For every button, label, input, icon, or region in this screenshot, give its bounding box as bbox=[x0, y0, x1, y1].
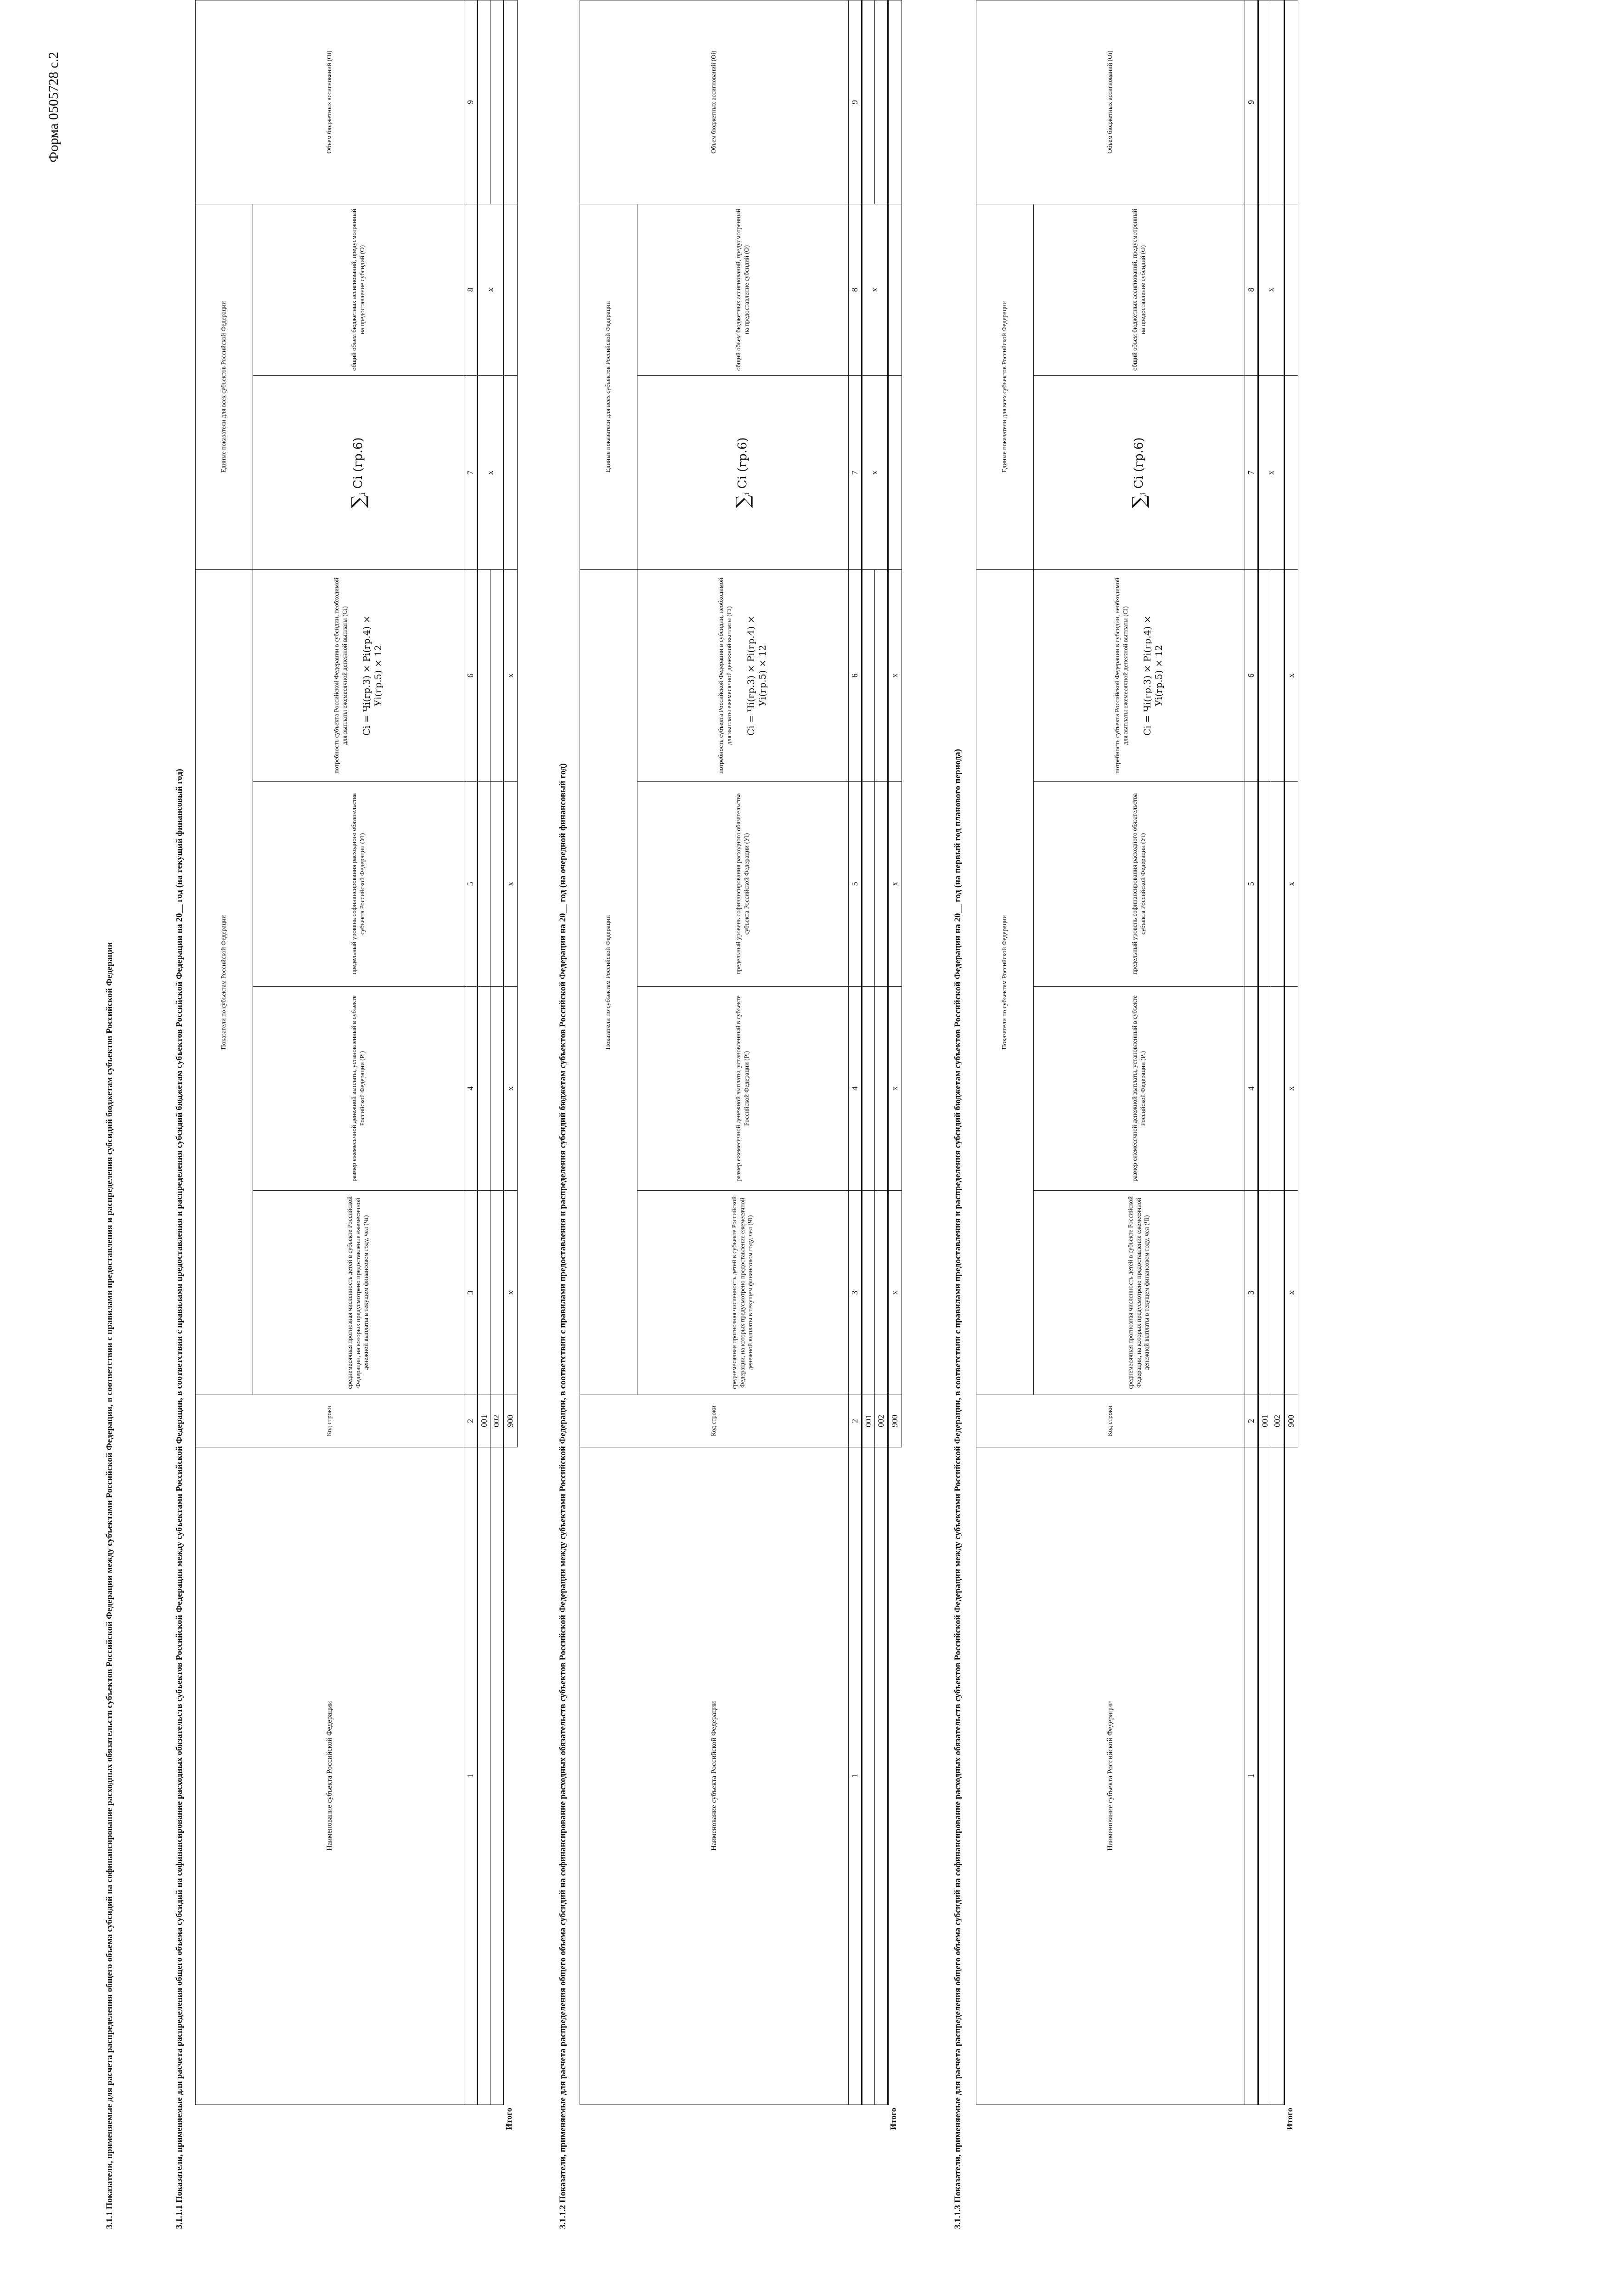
colnum: 1 bbox=[1245, 1447, 1258, 2105]
colnum: 4 bbox=[464, 986, 478, 1191]
sum-formula-text: Ci (гр.6) bbox=[735, 437, 750, 489]
header-subject-indicators: Показатели по субъектам Российской Федерации bbox=[580, 570, 637, 1395]
data-cell[interactable] bbox=[862, 782, 875, 987]
header-unified-indicators: Единые показатели для всех субъектов Российской Федерации bbox=[976, 204, 1034, 570]
total-budget-cell[interactable] bbox=[888, 204, 902, 376]
data-cell[interactable] bbox=[490, 570, 504, 782]
colnum: 2 bbox=[849, 1395, 862, 1447]
data-cell[interactable] bbox=[490, 0, 504, 204]
header-subsidy-need bbox=[637, 570, 849, 782]
column-numbers-row bbox=[464, 0, 478, 2105]
sigma-icon: ∑ bbox=[1128, 495, 1150, 508]
total-label: Итого bbox=[504, 2108, 513, 2130]
header-subject-name: Наименование субъекта Российской Федерации bbox=[580, 1447, 849, 2105]
total-volume-cell[interactable] bbox=[888, 0, 902, 204]
total-row bbox=[1284, 0, 1298, 2105]
data-cell[interactable] bbox=[875, 986, 888, 1191]
sum-formula-text: Ci (гр.6) bbox=[1132, 437, 1146, 489]
colnum: 6 bbox=[1245, 570, 1258, 782]
header-unified-indicators: Единые показатели для всех субъектов Российской Федерации bbox=[196, 204, 253, 570]
total-blank bbox=[888, 1447, 902, 2105]
indicators-table bbox=[976, 0, 1298, 2105]
indicators-table bbox=[580, 0, 902, 2105]
header-children-count: среднемесячная прогнозная численность детей в субъекте Российской Федерации, на которых предусмотрено предоставление ежемесячной денежной выплаты в текущем финансовом году, чел (Чi) bbox=[253, 1191, 464, 1395]
cross-cell: x bbox=[888, 986, 902, 1191]
data-cell[interactable] bbox=[1258, 570, 1271, 782]
header-cofinancing-level: предельный уровень софинансирования расходного обязательства субъекта Российской Федерации (Уi) bbox=[1034, 782, 1245, 987]
colnum: 8 bbox=[1245, 204, 1258, 376]
data-cell[interactable] bbox=[875, 570, 888, 782]
header-sum-formula: $\sum_i$ Ci (гр.6) bbox=[1034, 376, 1245, 570]
colnum: 5 bbox=[1245, 782, 1258, 987]
colnum: 9 bbox=[464, 0, 478, 204]
total-budget-cell[interactable] bbox=[1284, 204, 1298, 376]
data-cell[interactable] bbox=[875, 1191, 888, 1395]
data-cell[interactable] bbox=[1271, 0, 1285, 204]
header-subject-name: Наименование субъекта Российской Федерации bbox=[976, 1447, 1245, 2105]
section-heading: 3.1.1.2 Показатели, применяемые для расчета распределения общего объема субсидий на софинансирование расходных обязательств субъектов Российской Федерации между субъектами Российской Федерации, в соответствии с правилами предоставления и распределения субсидий бюджетам субъектов Российской Федерации на 20__ год (на очередной финансовый год) bbox=[558, 763, 568, 2229]
total-code: 900 bbox=[503, 1395, 517, 1447]
subsidy-formula-line2: Уi(гр.5) × 12 bbox=[1153, 645, 1164, 707]
cross-cell: x bbox=[862, 376, 888, 570]
subject-name-cell[interactable] bbox=[477, 1447, 490, 2105]
subsidy-formula-line1: Ci = Чi(гр.3) × Pi(гр.4) × bbox=[361, 615, 372, 736]
total-label: Итого bbox=[1285, 2108, 1294, 2130]
total-volume-cell[interactable] bbox=[1284, 0, 1298, 204]
data-cell[interactable] bbox=[1271, 986, 1285, 1191]
colnum: 4 bbox=[849, 986, 862, 1191]
subsidy-formula-line1: Ci = Чi(гр.3) × Pi(гр.4) × bbox=[745, 615, 756, 736]
cross-cell: x bbox=[1258, 204, 1284, 376]
colnum: 6 bbox=[849, 570, 862, 782]
colnum: 1 bbox=[849, 1447, 862, 2105]
form-number: Форма 0505728 с.2 bbox=[46, 51, 61, 163]
colnum: 3 bbox=[849, 1191, 862, 1395]
column-numbers-row bbox=[1245, 0, 1258, 2105]
header-subject-indicators: Показатели по субъектам Российской Федерации bbox=[196, 570, 253, 1395]
colnum: 7 bbox=[1245, 376, 1258, 570]
table-row bbox=[477, 0, 490, 2105]
data-cell[interactable] bbox=[1271, 570, 1285, 782]
data-cell[interactable] bbox=[477, 986, 490, 1191]
header-sum-formula: $\sum_i$ Ci (гр.6) bbox=[253, 376, 464, 570]
subject-name-cell[interactable] bbox=[1258, 1447, 1271, 2105]
subject-name-cell[interactable] bbox=[1271, 1447, 1285, 2105]
indicators-table bbox=[195, 0, 518, 2105]
cross-cell: x bbox=[862, 204, 888, 376]
subsidy-formula-line2: Уi(гр.5) × 12 bbox=[757, 645, 768, 707]
header-total-budget: общий объем бюджетных ассигнований, предусмотренный на предоставление субсидий (O) bbox=[637, 204, 849, 376]
data-cell[interactable] bbox=[477, 0, 490, 204]
data-cell[interactable] bbox=[490, 986, 504, 1191]
colnum: 8 bbox=[464, 204, 478, 376]
colnum: 4 bbox=[1245, 986, 1258, 1191]
total-sum-cell[interactable] bbox=[888, 376, 902, 570]
header-cofinancing-level: предельный уровень софинансирования расходного обязательства субъекта Российской Федерации (Уi) bbox=[253, 782, 464, 987]
subject-name-cell[interactable] bbox=[490, 1447, 504, 2105]
subsidy-formula-line1: Ci = Чi(гр.3) × Pi(гр.4) × bbox=[1142, 615, 1153, 736]
data-cell[interactable] bbox=[1258, 782, 1271, 987]
total-label: Итого bbox=[889, 2108, 898, 2130]
row-code-cell: 001 bbox=[1258, 1395, 1271, 1447]
colnum: 5 bbox=[464, 782, 478, 987]
cross-cell: x bbox=[503, 1191, 517, 1395]
cross-cell: x bbox=[888, 570, 902, 782]
sum-formula-text: Ci (гр.6) bbox=[351, 437, 365, 489]
data-cell[interactable] bbox=[477, 570, 490, 782]
header-budget-volume: Объем бюджетных ассигнований (Oi) bbox=[976, 0, 1245, 204]
total-code: 900 bbox=[888, 1395, 902, 1447]
header-row-code: Код строки bbox=[580, 1395, 849, 1447]
cross-cell: x bbox=[888, 1191, 902, 1395]
data-cell[interactable] bbox=[862, 1191, 875, 1395]
data-cell[interactable] bbox=[862, 0, 875, 204]
cross-cell: x bbox=[1284, 570, 1298, 782]
header-subject-name: Наименование субъекта Российской Федерации bbox=[196, 1447, 464, 2105]
header-budget-volume: Объем бюджетных ассигнований (Oi) bbox=[580, 0, 849, 204]
header-row-code: Код строки bbox=[196, 1395, 464, 1447]
cross-cell: x bbox=[1284, 986, 1298, 1191]
main-heading: 3.1.1 Показатели, применяемые для расчета распределения общего объема субсидий на софинансирование расходных обязательств субъектов Российской Федерации между субъектами Российской Федерации, в соответствии с правилами предоставления и распределения субсидий бюджетам субъектов Российской Федерации bbox=[105, 942, 114, 2229]
row-code-cell: 001 bbox=[477, 1395, 490, 1447]
table-row bbox=[862, 0, 875, 2105]
header-subject-indicators: Показатели по субъектам Российской Федерации bbox=[976, 570, 1034, 1395]
colnum: 9 bbox=[1245, 0, 1258, 204]
colnum: 2 bbox=[464, 1395, 478, 1447]
header-cofinancing-level: предельный уровень софинансирования расходного обязательства субъекта Российской Федерации (Уi) bbox=[637, 782, 849, 987]
cross-cell: x bbox=[888, 782, 902, 987]
data-cell[interactable] bbox=[875, 0, 888, 204]
cross-cell: x bbox=[503, 986, 517, 1191]
section-heading: 3.1.1.1 Показатели, применяемые для расчета распределения общего объема субсидий на софинансирование расходных обязательств субъектов Российской Федерации между субъектами Российской Федерации, в соответствии с правилами предоставления и распределения субсидий бюджетам субъектов Российской Федерации на 20__ год (на текущий финансовый год) bbox=[175, 769, 184, 2229]
cross-cell: x bbox=[1284, 782, 1298, 987]
header-payment-size: размер ежемесячной денежной выплаты, установленный в субъекте Российской Федерации (Pi) bbox=[253, 986, 464, 1191]
header-payment-size: размер ежемесячной денежной выплаты, установленный в субъекте Российской Федерации (Pi) bbox=[1034, 986, 1245, 1191]
cross-cell: x bbox=[503, 782, 517, 987]
data-cell[interactable] bbox=[490, 1191, 504, 1395]
cross-cell: x bbox=[477, 376, 503, 570]
data-cell[interactable] bbox=[477, 1191, 490, 1395]
column-numbers-row bbox=[849, 0, 862, 2105]
data-cell[interactable] bbox=[1258, 0, 1271, 204]
total-sum-cell[interactable] bbox=[503, 376, 517, 570]
colnum: 7 bbox=[464, 376, 478, 570]
subject-name-cell[interactable] bbox=[875, 1447, 888, 2105]
subsidy-formula-line2: Уi(гр.5) × 12 bbox=[372, 645, 383, 707]
header-payment-size: размер ежемесячной денежной выплаты, установленный в субъекте Российской Федерации (Pi) bbox=[637, 986, 849, 1191]
colnum: 5 bbox=[849, 782, 862, 987]
table-row bbox=[1258, 0, 1271, 2105]
row-code-cell: 002 bbox=[1271, 1395, 1285, 1447]
colnum: 9 bbox=[849, 0, 862, 204]
header-subsidy-need bbox=[1034, 570, 1245, 782]
total-sum-cell[interactable] bbox=[1284, 376, 1298, 570]
header-budget-volume: Объем бюджетных ассигнований (Oi) bbox=[196, 0, 464, 204]
data-cell[interactable] bbox=[862, 570, 875, 782]
colnum: 1 bbox=[464, 1447, 478, 2105]
subsidy-need-label: потребность субъекта Российской Федерации в субсидии, необходимой для выплаты ежемесячной денежной выплаты (Ci) bbox=[333, 577, 349, 774]
data-cell[interactable] bbox=[490, 782, 504, 987]
header-children-count: среднемесячная прогнозная численность детей в субъекте Российской Федерации, на которых предусмотрено предоставление ежемесячной денежной выплаты в текущем финансовом году, чел (Чi) bbox=[1034, 1191, 1245, 1395]
section-heading: 3.1.1.3 Показатели, применяемые для расчета распределения общего объема субсидий на софинансирование расходных обязательств субъектов Российской Федерации между субъектами Российской Федерации, в соответствии с правилами предоставления и распределения субсидий бюджетам субъектов Российской Федерации на 20__ год (на первый год планового периода) bbox=[953, 749, 963, 2229]
colnum: 6 bbox=[464, 570, 478, 782]
header-unified-indicators: Единые показатели для всех субъектов Российской Федерации bbox=[580, 204, 637, 570]
row-code-cell: 001 bbox=[862, 1395, 875, 1447]
subject-name-cell[interactable] bbox=[862, 1447, 875, 2105]
cross-cell: x bbox=[1258, 376, 1284, 570]
header-total-budget: общий объем бюджетных ассигнований, предусмотренный на предоставление субсидий (O) bbox=[253, 204, 464, 376]
data-cell[interactable] bbox=[477, 782, 490, 987]
sigma-icon: ∑ bbox=[732, 495, 754, 508]
cross-cell: x bbox=[503, 570, 517, 782]
total-code: 900 bbox=[1284, 1395, 1298, 1447]
data-cell[interactable] bbox=[875, 782, 888, 987]
header-children-count: среднемесячная прогнозная численность детей в субъекте Российской Федерации, на которых предусмотрено предоставление ежемесячной денежной выплаты в текущем финансовом году, чел (Чi) bbox=[637, 1191, 849, 1395]
data-cell[interactable] bbox=[1258, 986, 1271, 1191]
colnum: 8 bbox=[849, 204, 862, 376]
subsidy-need-label: потребность субъекта Российской Федерации в субсидии, необходимой для выплаты ежемесячной денежной выплаты (Ci) bbox=[718, 577, 733, 774]
subsidy-need-label: потребность субъекта Российской Федерации в субсидии, необходимой для выплаты ежемесячной денежной выплаты (Ci) bbox=[1114, 577, 1129, 774]
cross-cell: x bbox=[477, 204, 503, 376]
total-volume-cell[interactable] bbox=[503, 0, 517, 204]
colnum: 3 bbox=[464, 1191, 478, 1395]
header-subsidy-need bbox=[253, 570, 464, 782]
row-code-cell: 002 bbox=[490, 1395, 504, 1447]
cross-cell: x bbox=[1284, 1191, 1298, 1395]
header-row-code: Код строки bbox=[976, 1395, 1245, 1447]
total-blank bbox=[1284, 1447, 1298, 2105]
colnum: 7 bbox=[849, 376, 862, 570]
data-cell[interactable] bbox=[1271, 1191, 1285, 1395]
data-cell[interactable] bbox=[862, 986, 875, 1191]
total-budget-cell[interactable] bbox=[503, 204, 517, 376]
total-blank bbox=[503, 1447, 517, 2105]
header-sum-formula: $\sum_i$ Ci (гр.6) bbox=[637, 376, 849, 570]
total-row bbox=[503, 0, 517, 2105]
total-row bbox=[888, 0, 902, 2105]
colnum: 2 bbox=[1245, 1395, 1258, 1447]
header-total-budget: общий объем бюджетных ассигнований, предусмотренный на предоставление субсидий (O) bbox=[1034, 204, 1245, 376]
colnum: 3 bbox=[1245, 1191, 1258, 1395]
data-cell[interactable] bbox=[1271, 782, 1285, 987]
sigma-icon: ∑ bbox=[348, 495, 369, 508]
row-code-cell: 002 bbox=[875, 1395, 888, 1447]
data-cell[interactable] bbox=[1258, 1191, 1271, 1395]
